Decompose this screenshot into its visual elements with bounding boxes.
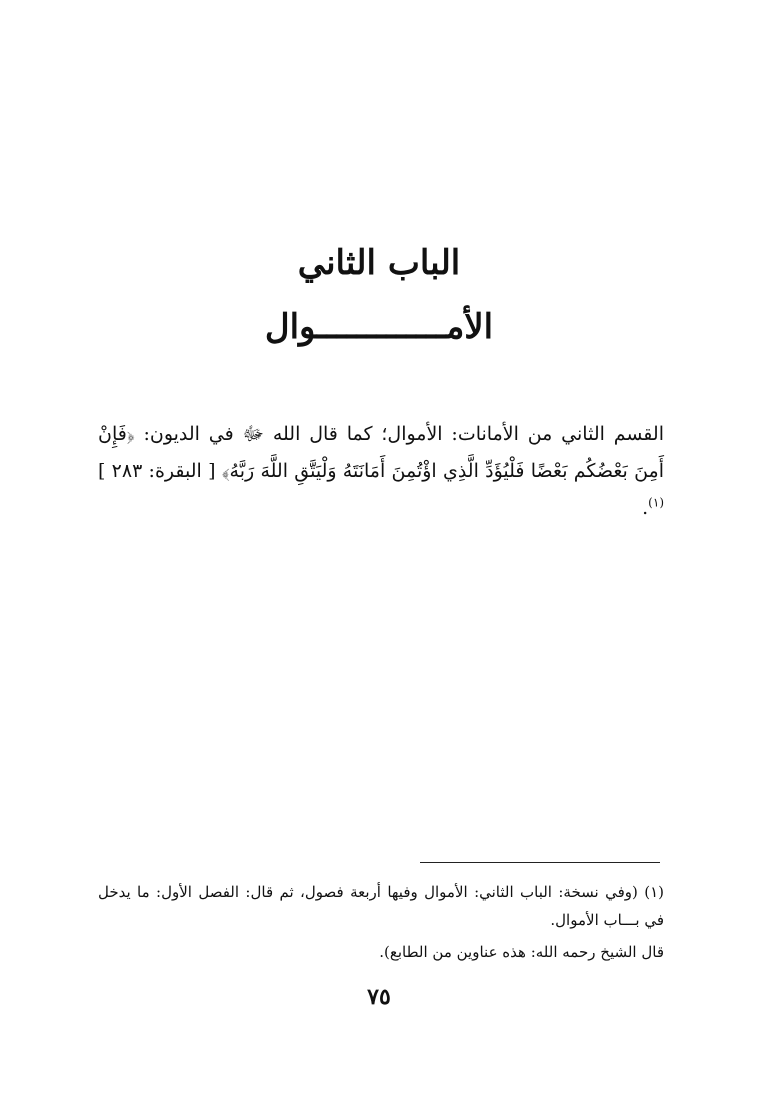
footnote-2: قال الشيخ رحمه الله: هذه عناوين من الطابع). xyxy=(379,943,664,961)
chapter-title: الباب الثاني xyxy=(297,243,461,283)
footnote-separator xyxy=(420,862,660,863)
footnote-1: (١) (وفي نسخة: الباب الثاني: الأموال وفيها أربعة فصول، ثم قال: الفصل الأول: ما يدخل في بـــاب الأموال. xyxy=(98,883,664,929)
chapter-subtitle: الأمـــــــــــــوال xyxy=(264,307,494,347)
footnote-reference: (١) xyxy=(648,495,664,510)
body-paragraph-text: القسم الثاني من الأمانات: الأموال؛ كما قال الله ﷻ في الديون: ﴿فَإِنْ أَمِنَ بَعْضُكُم بَعْضًا فَلْيُؤَدِّ الَّذِي اؤْتُمِنَ أَمَانَتَهُ وَلْيَتَّقِ اللَّهَ رَبَّهُ﴾ [ البقرة: ٢٨٣ ] xyxy=(98,423,664,482)
body-end-mark: . xyxy=(642,497,649,519)
body-paragraph xyxy=(98,416,664,527)
page-number: ٧٥ xyxy=(367,984,391,1010)
